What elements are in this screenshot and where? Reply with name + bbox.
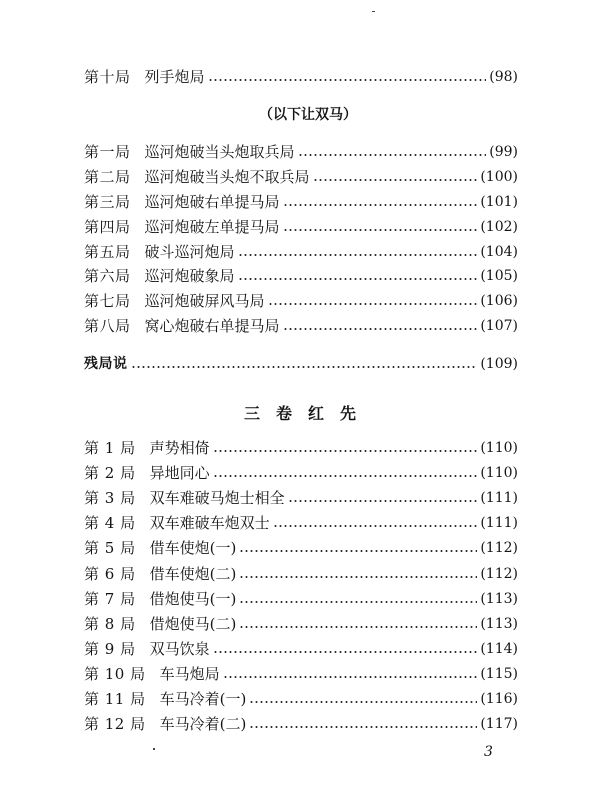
entry-title: 借炮使马(一)	[149, 590, 237, 608]
dot-leader	[249, 701, 477, 703]
toc-entry-endgame[interactable]	[84, 353, 518, 375]
entry-page: (98)	[489, 69, 518, 85]
dot-leader	[288, 500, 478, 502]
toc-entry[interactable]	[84, 141, 518, 163]
entry-title: 巡河炮破当头炮取兵局	[144, 143, 295, 161]
toc-entry[interactable]	[84, 166, 518, 188]
entry-page: (105)	[480, 268, 518, 284]
toc-entry[interactable]	[84, 512, 518, 534]
section-heading-volume3: 三卷红先	[243, 404, 372, 423]
entry-title: 双车难破马炮士相全	[149, 489, 285, 507]
toc-entry[interactable]	[84, 216, 518, 238]
dot-leader	[268, 303, 478, 305]
entry-title: 巡河炮破右单提马局	[144, 193, 280, 211]
dot-leader	[283, 328, 478, 330]
page-number: 3	[484, 744, 493, 760]
entry-number: 第 3 局	[84, 489, 136, 507]
toc-entry[interactable]	[84, 713, 518, 735]
dot-leader	[213, 450, 478, 452]
entry-page: (100)	[480, 169, 518, 185]
entry-page: (115)	[480, 666, 518, 682]
entry-number: 第 9 局	[84, 640, 136, 658]
entry-title: 借炮使马(二)	[149, 615, 237, 633]
toc-entry[interactable]	[84, 663, 518, 685]
entry-title: 车马炮局	[159, 665, 220, 683]
entry-title: 借车使炮(一)	[149, 539, 237, 557]
entry-title: 借车使炮(二)	[149, 565, 237, 583]
entry-number: 第 8 局	[84, 615, 136, 633]
entry-page: (112)	[480, 540, 518, 556]
toc-entry[interactable]	[84, 537, 518, 559]
entry-title: 声势相倚	[149, 439, 210, 457]
toc-entry[interactable]	[84, 315, 518, 337]
entry-page: (113)	[480, 591, 518, 607]
entry-number: 第 10 局	[84, 665, 146, 683]
entry-number: 第 12 局	[84, 715, 146, 733]
entry-page: (110)	[480, 440, 518, 456]
entry-number: 第四局	[84, 218, 131, 236]
dot-leader	[223, 676, 478, 678]
entry-number: 第七局	[84, 292, 131, 310]
entry-number: 第五局	[84, 243, 131, 261]
entry-page: (101)	[480, 194, 518, 210]
scan-speck	[153, 748, 155, 750]
dot-leader	[213, 651, 478, 653]
entry-title: 列手炮局	[144, 68, 205, 86]
entry-page: (99)	[489, 144, 518, 160]
entry-page: (116)	[480, 691, 518, 707]
dot-leader	[238, 254, 478, 256]
entry-title: 异地同心	[149, 464, 210, 482]
entry-page: (114)	[480, 641, 518, 657]
dot-leader	[131, 366, 478, 368]
entry-number: 第 7 局	[84, 590, 136, 608]
toc-entry[interactable]	[84, 265, 518, 287]
section-heading-handicap: （以下让双马）	[259, 107, 357, 123]
entry-page: (107)	[480, 318, 518, 334]
entry-title: 窝心炮破右单提马局	[144, 317, 280, 335]
entry-title: 车马冷着(一)	[159, 690, 247, 708]
entry-number: 第 1 局	[84, 439, 136, 457]
dot-leader	[238, 278, 478, 280]
entry-title: 双马饮泉	[149, 640, 210, 658]
dot-leader	[249, 726, 477, 728]
entry-number: 第 5 局	[84, 539, 136, 557]
dot-leader	[298, 154, 487, 156]
dot-leader	[283, 229, 478, 231]
entry-title: 双车难破车炮双士	[149, 514, 270, 532]
toc-entry[interactable]	[84, 638, 518, 660]
dot-leader	[273, 525, 478, 527]
dot-leader	[208, 79, 487, 81]
entry-page: (109)	[480, 356, 518, 372]
entry-page: (113)	[480, 616, 518, 632]
dot-leader	[239, 601, 477, 603]
toc-entry[interactable]	[84, 290, 518, 312]
entry-page: (110)	[480, 465, 518, 481]
entry-number: 第三局	[84, 193, 131, 211]
entry-page: (112)	[480, 566, 518, 582]
dot-leader	[283, 204, 478, 206]
dot-leader	[239, 576, 477, 578]
entry-page: (104)	[480, 244, 518, 260]
toc-entry[interactable]	[84, 191, 518, 213]
entry-page: (111)	[480, 490, 518, 506]
dot-leader	[213, 475, 478, 477]
entry-page: (106)	[480, 293, 518, 309]
entry-title: 破斗巡河炮局	[144, 243, 235, 261]
entry-number: 第一局	[84, 143, 131, 161]
scan-speck	[372, 11, 375, 12]
entry-page: (102)	[480, 219, 518, 235]
entry-number: 第二局	[84, 168, 131, 186]
entry-title: 残局说	[84, 356, 128, 372]
entry-title: 巡河炮破左单提马局	[144, 218, 280, 236]
toc-entry[interactable]	[84, 462, 518, 484]
dot-leader	[239, 626, 477, 628]
entry-number: 第 11 局	[84, 690, 146, 708]
entry-number: 第八局	[84, 317, 131, 335]
entry-number: 第十局	[84, 68, 131, 86]
entry-number: 第 2 局	[84, 464, 136, 482]
toc-entry[interactable]	[84, 241, 518, 263]
toc-entry[interactable]	[84, 437, 518, 459]
entry-title: 巡河炮破当头炮不取兵局	[144, 168, 310, 186]
toc-entry[interactable]	[84, 487, 518, 509]
entry-page: (111)	[480, 515, 518, 531]
toc-entry[interactable]	[84, 563, 518, 585]
entry-number: 第 6 局	[84, 565, 136, 583]
toc-entry[interactable]	[84, 588, 518, 610]
toc-entry[interactable]	[84, 613, 518, 635]
dot-leader	[239, 550, 477, 552]
entry-title: 巡河炮破屏风马局	[144, 292, 265, 310]
dot-leader	[313, 179, 478, 181]
entry-number: 第六局	[84, 267, 131, 285]
entry-page: (117)	[480, 716, 518, 732]
entry-title: 车马冷着(二)	[159, 715, 247, 733]
entry-number: 第 4 局	[84, 514, 136, 532]
toc-entry[interactable]	[84, 688, 518, 710]
toc-entry[interactable]	[84, 66, 518, 88]
entry-title: 巡河炮破象局	[144, 267, 235, 285]
